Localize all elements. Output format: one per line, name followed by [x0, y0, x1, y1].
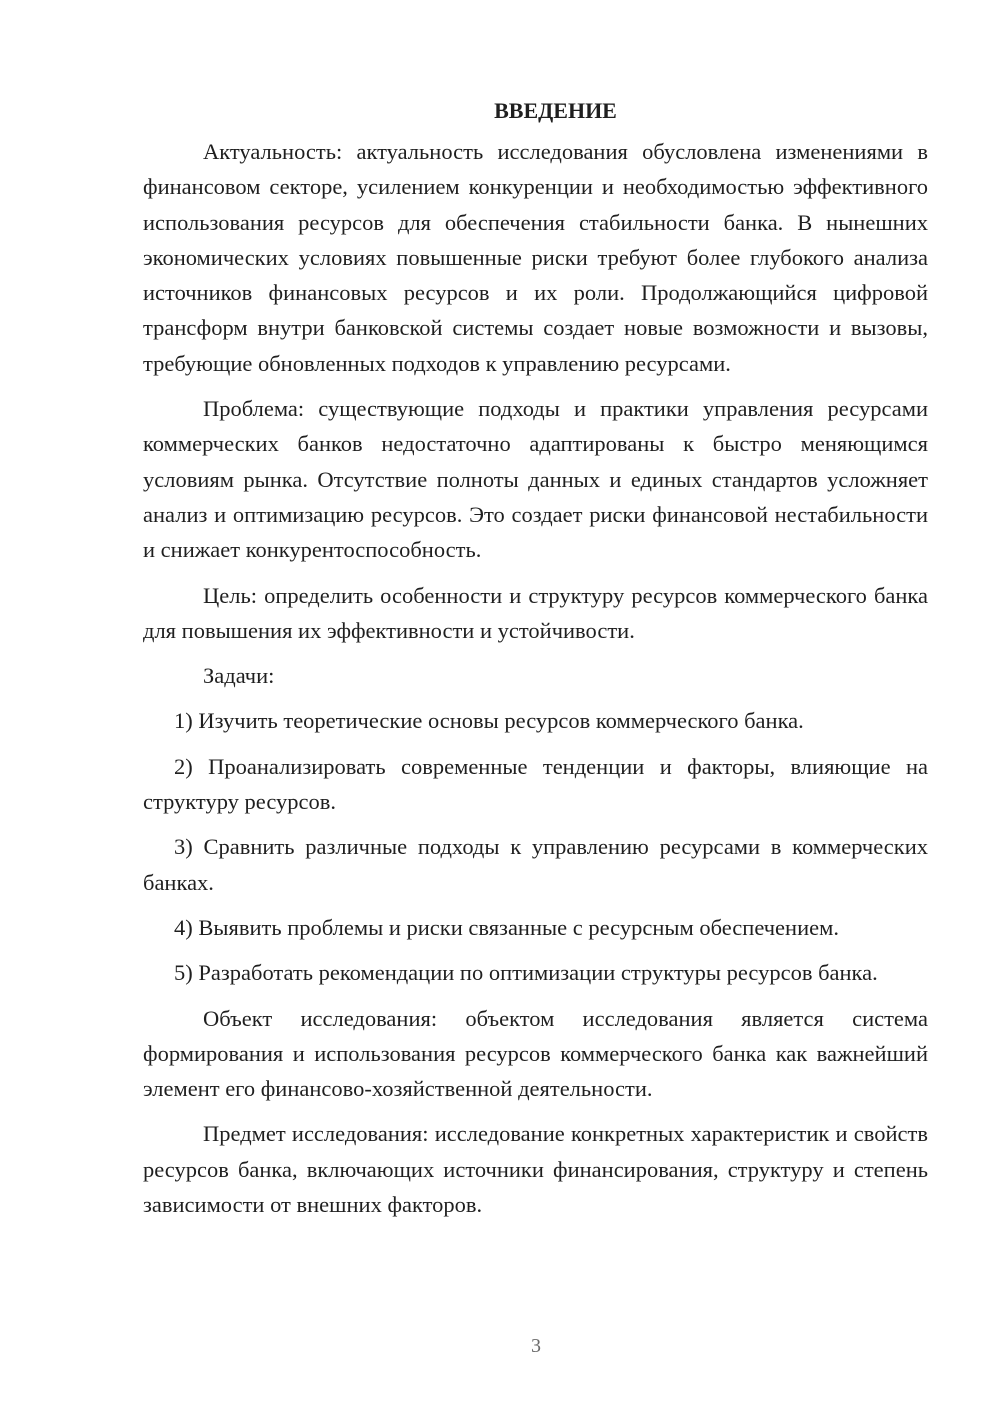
- subject-paragraph: Предмет исследования: исследование конкретных характеристик и свойств ресурсов банка, включающих источники финансирования, структуру и степень зависимости от внешних факторов.: [143, 1121, 928, 1218]
- task-item: 2) Проанализировать современные тенденции и факторы, влияющие на структуру ресурсов.: [143, 753, 928, 815]
- document-page: [143, 96, 928, 1232]
- object-paragraph: Объект исследования: объектом исследования является система формирования и использования ресурсов коммерческого банка как важнейший элемент его финансово-хозяйственной деятельности.: [143, 1005, 928, 1102]
- problem-paragraph: Проблема: существующие подходы и практики управления ресурсами коммерческих банков недостаточно адаптированы к быстро меняющимся условиям рынка. Отсутствие полноты данных и единых стандартов усложняет анализ и оптимизацию ресурсов. Это создает риски финансовой нестабильности и снижает конкурентоспособность.: [143, 396, 928, 563]
- relevance-paragraph: Актуальность: актуальность исследования обусловлена изменениями в финансовом секторе, усилением конкуренции и необходимостью эффективного использования ресурсов для обеспечения стабильности банка. В нынешних экономических условиях повышенные риски требуют более глубокого анализа источников финансовых ресурсов и их роли. Продолжающийся цифровой трансформ внутри банковской системы создает новые возможности и вызовы, требующие обновленных подходов к управлению ресурсами.: [143, 139, 928, 376]
- task-item: 3) Сравнить различные подходы к управлению ресурсами в коммерческих банках.: [143, 834, 928, 895]
- page-number: 3: [531, 1335, 541, 1357]
- page-title: ВВЕДЕНИЕ: [494, 98, 617, 123]
- task-item: 5) Разработать рекомендации по оптимизации структуры ресурсов банка.: [174, 960, 878, 986]
- tasks-heading: Задачи:: [203, 663, 275, 689]
- task-item: 1) Изучить теоретические основы ресурсов коммерческого банка.: [174, 708, 804, 734]
- task-item: 4) Выявить проблемы и риски связанные с ресурсным обеспечением.: [174, 914, 839, 940]
- goal-paragraph: Цель: определить особенности и структуру ресурсов коммерческого банка для повышения их эффективности и устойчивости.: [143, 582, 928, 643]
